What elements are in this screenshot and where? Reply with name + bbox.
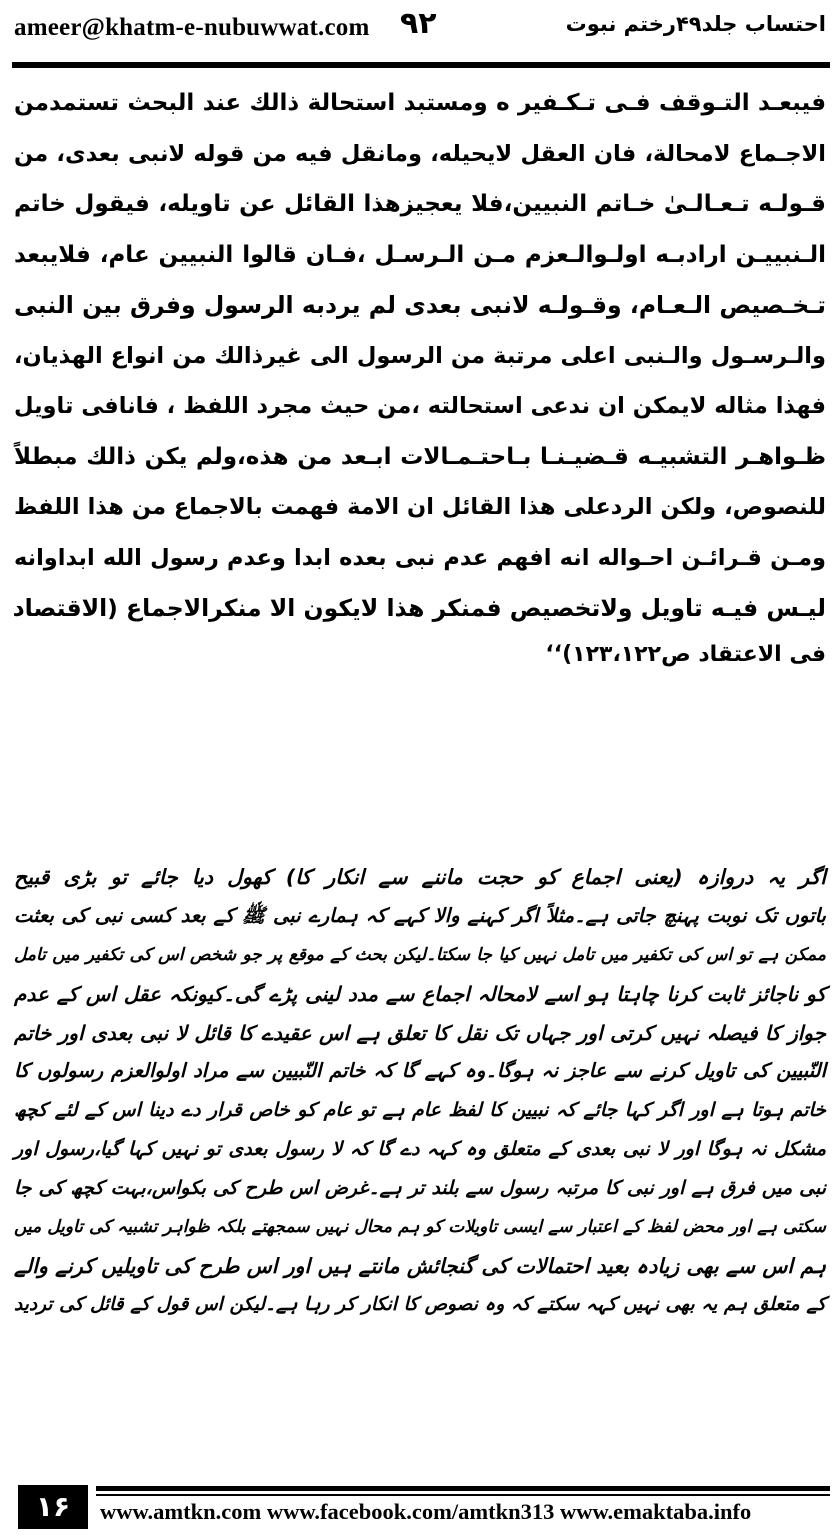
arabic-line: فهذا مثاله لايمكن ان ندعى استحالته ،من حيث مجرد اللفظ ، فانافى تاويل	[14, 393, 826, 419]
arabic-line: ظـواهـر التشبيـه قـضيـنـا بـاحتـمـالات ابـعد من هذه،ولم يكن ذالك مبطلاً	[14, 443, 826, 470]
header-email: ameer@khatm-e-nubuwwat.com	[14, 14, 370, 41]
arabic-line: ليـس فيـه تاويل ولاتخصيص فمنكر هذا لايكون الا منكرالاجماع (الاقتصاد	[12, 594, 826, 622]
urdu-line: خاتم ہوتا ہے اور اگر کہا جائے کہ نبیین کا لفظ عام ہے تو عام کو خاص قرار دے دینا اس کے لئے کچھ	[14, 1099, 826, 1122]
arabic-line: ومـن قـرائـن احـواله انه افهم عدم نبى بعده ابدا وعدم رسول الله ابداوانه	[14, 544, 826, 571]
urdu-line: اگر یہ دروازہ (یعنی اجماع کو حجت ماننے سے انکار کا) کھول دیا جائے تو بڑی قبیح	[14, 865, 826, 889]
urdu-line: کے متعلق ہم یہ بھی نہیں کہہ سکتے کہ وہ نصوص کا انکار کر رہا ہے۔لیکن اس قول کے قائل کی تردید	[14, 1293, 826, 1315]
footer-rule-thin	[96, 1494, 830, 1496]
urdu-line: مشکل نہ ہوگا اور لا نبی بعدی کے متعلق وہ کہہ دے گا کہ لا رسول بعدی تو نہیں کہا گیا،رسول اور	[14, 1138, 826, 1161]
arabic-line: الاجـماع لامحالة، فان العقل لايحيله، ومانقل فيه من قوله لانبى بعدى، من	[14, 140, 826, 167]
header-book-title: احتساب جلد۴۹رختم نبوت	[565, 12, 826, 36]
arabic-line: والـرسـول والـنبى اعلى مرتبة من الرسول الى غيرذالك من انواع الهذيان،	[14, 342, 826, 369]
header-rule	[12, 62, 830, 68]
page-header	[0, 0, 840, 60]
urdu-translation-block	[14, 858, 826, 1325]
arabic-line: تـخـصيص الـعـام، وقـولـه لانبى بعدى لم يردبه الرسول وفرق بين النبى	[14, 291, 826, 319]
arabic-quote-block	[14, 78, 826, 676]
arabic-line: الـنبييـن ارادبـه اولـوالـعزم مـن الـرسـل ،فـان قالوا النبيين عام، فلايبعد	[14, 241, 826, 268]
urdu-line: کو ناجائز ثابت کرنا چاہتا ہو اسے لامحالہ اجماع سے مدد لینی پڑے گی۔کیونکہ عقل اس کے عدم	[14, 981, 826, 1006]
urdu-line: نبی میں فرق ہے اور نبی کا مرتبہ رسول سے بلند تر ہے۔غرض اس طرح کی بکواس،بہت کچھ کی جا	[14, 1177, 826, 1200]
footer-links: www.amtkn.com www.facebook.com/amtkn313 www.emaktaba.info	[100, 1499, 752, 1524]
arabic-line: فيبعـد التـوقف فـى تـكـفير ه ومستبد استحالة ذالك عند البحث تستمدمن	[14, 90, 826, 116]
arabic-line: للنصوص، ولكن الردعلى هذا القائل ان الامة فهمت بالاجماع من هذا اللفظ	[14, 494, 826, 520]
footer-rule-thick	[96, 1486, 830, 1491]
urdu-line: سکتی ہے اور محض لفظ کے اعتبار سے ایسی تاویلات کو ہم محال نہیں سمجھتے بلکہ ظواہر تشبیہ کی تاویل میں	[14, 1217, 826, 1238]
page-footer	[0, 1483, 840, 1540]
arabic-citation-line: فى الاعتقاد ص۱۲۳،۱۲۲)‘‘	[545, 641, 826, 667]
urdu-line: النّبیین کی تاویل کرنے سے عاجز نہ ہوگا۔وہ کہے گا کہ خاتم النّبیین سے مراد اولوالعزم رسولوں کا	[14, 1059, 826, 1083]
urdu-line: باتوں تک نوبت پہنچ جاتی ہے۔مثلاً اگر کہنے والا کہے کہ ہمارے نبی ﷺ کے بعد کسی نبی کی بعثت	[14, 903, 826, 927]
header-page-number: ۹۲	[400, 6, 437, 41]
footer-page-box: ۱۶	[18, 1485, 88, 1529]
urdu-line: جواز کا فیصلہ نہیں کرتی اور جہاں تک نقل کا تعلق ہے اس عقیدے کا قائل لا نبی بعدی اور خاتم	[14, 1020, 826, 1045]
urdu-line: ہم اس سے بھی زیادہ بعید احتمالات کی گنجائش مانتے ہیں اور اس طرح کی تاویلیں کرنے والے	[14, 1253, 826, 1278]
urdu-line: ممکن ہے تو اس کی تکفیر میں تامل نہیں کیا جا سکتا۔لیکن بحث کے موقع پر جو شخص اس کی تکفیر میں تامل	[14, 944, 826, 965]
arabic-line: قـولـه تـعـالـىٰ خـاتم النبيين،فلا يعجيزهذا القائل عن تاويله، فيقول خاتم	[14, 191, 826, 217]
